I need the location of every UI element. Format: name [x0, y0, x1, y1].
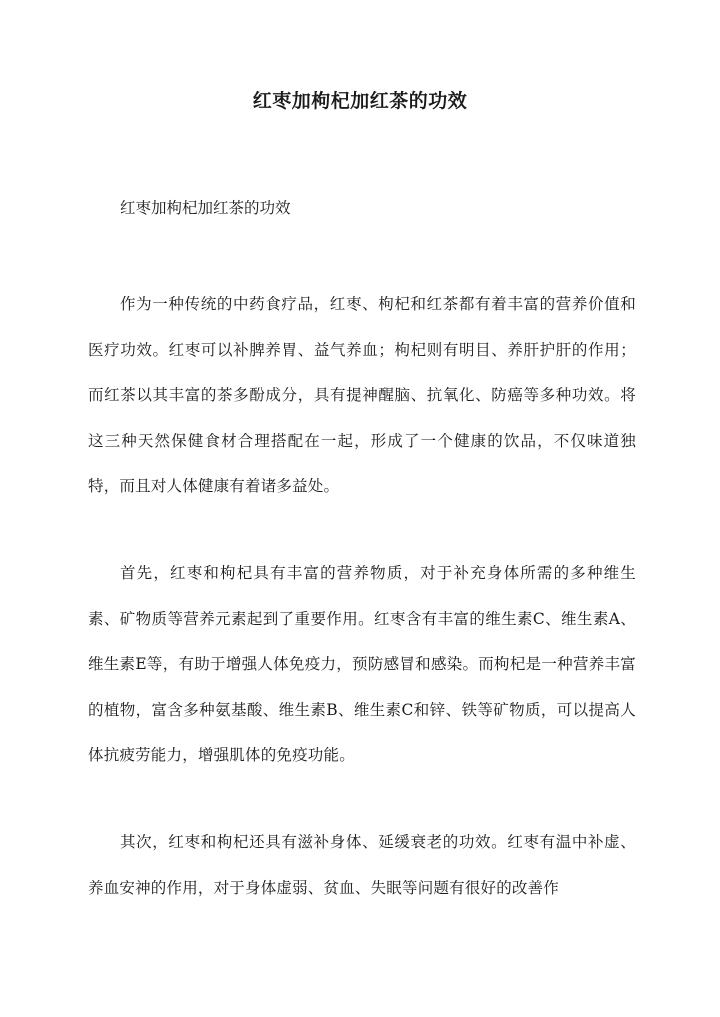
page-title: 红枣加枸杞加红茶的功效: [252, 90, 468, 112]
paragraph-2: 首先，红枣和枸杞具有丰富的营养物质，对于补充身体所需的多种维生素、矿物质等营养元素起到了重要作用。红枣含有丰富的维生素C、维生素A、维生素E等，有助于增强人体免疫力，预防感冒和感染。而枸杞是一种营养丰富的植物，富含多种氨基酸、维生素B、维生素C和锌、铁等矿物质，可以提高人体抗疲劳能力，增强肌体的免疫功能。: [88, 564, 636, 765]
document-subtitle: 红枣加枸杞加红茶的功效: [120, 199, 291, 217]
paragraph-3: 其次，红枣和枸杞还具有滋补身体、延缓衰老的功效。红枣有温中补虚、养血安神的作用，对于身体虚弱、贫血、失眠等问题有很好的改善作: [88, 833, 636, 897]
paragraph-1: 作为一种传统的中药食疗品，红枣、枸杞和红茶都有着丰富的营养价值和医疗功效。红枣可以补脾养胃、益气养血；枸杞则有明目、养肝护肝的作用；而红茶以其丰富的茶多酚成分，具有提神醒脑、抗氧化、防癌等多种功效。将这三种天然保健食材合理搭配在一起，形成了一个健康的饮品，不仅味道独特，而且对人体健康有着诸多益处。: [88, 295, 636, 496]
